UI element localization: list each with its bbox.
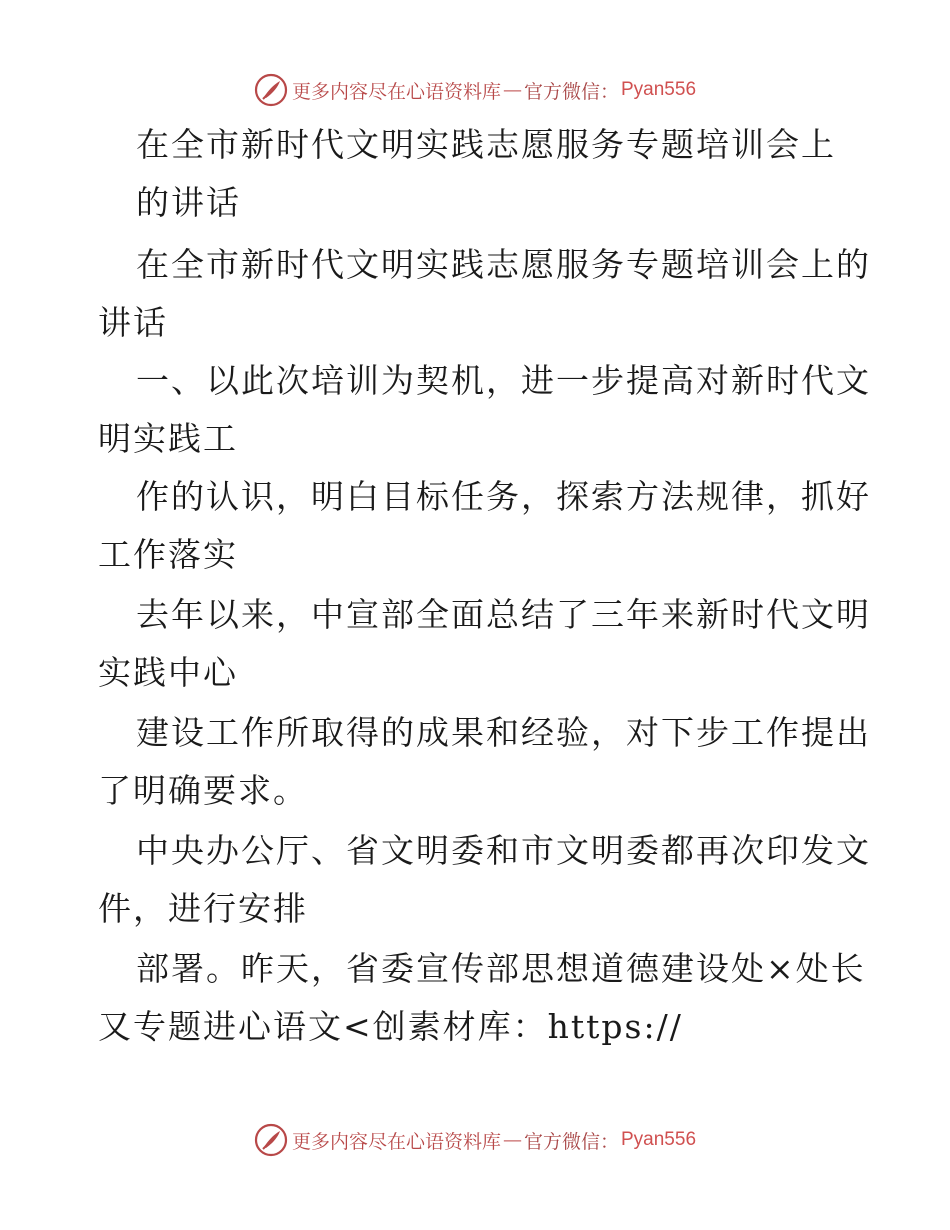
text-line: 建设工作所取得的成果和经验，对下步工作提出 (136, 713, 871, 752)
text-line: 一、以此次培训为契机，进一步提高对新时代文 (136, 361, 871, 400)
footer-banner-text: 更多内容尽在心语资料库 (291, 1130, 501, 1153)
footer-wechat-id: Pyan556 (621, 1129, 697, 1150)
text-line: 了明确要求。 (98, 771, 308, 810)
footer-wechat-label: 官方微信： (523, 1130, 619, 1153)
footer-banner-separator: — (502, 1129, 522, 1151)
header-banner-separator: — (502, 79, 522, 101)
title-line-1: 在全市新时代文明实践志愿服务专题培训会上 (136, 125, 836, 164)
text-line: 又专题进心语文<创素材库：https:// (98, 1007, 683, 1046)
text-line: 中央办公厅、省文明委和市文明委都再次印发文 (136, 831, 871, 870)
text-line: 去年以来，中宣部全面总结了三年来新时代文明 (136, 595, 871, 634)
header-wechat-id: Pyan556 (621, 79, 697, 100)
header-banner-text: 更多内容尽在心语资料库 (291, 80, 501, 103)
footer-banner (0, 1120, 950, 1160)
text-line: 部署。昨天，省委宣传部思想道德建设处×处长 (136, 949, 866, 988)
text-line: 作的认识，明白目标任务，探索方法规律，抓好 (136, 477, 871, 516)
header-wechat-label: 官方微信： (523, 80, 619, 103)
quill-pen-logo-icon (254, 73, 288, 107)
quill-pen-logo-icon (254, 1123, 288, 1157)
text-line: 在全市新时代文明实践志愿服务专题培训会上的 (136, 245, 871, 284)
text-line: 工作落实 (98, 535, 238, 574)
text-line: 实践中心 (98, 653, 238, 692)
text-line: 件，进行安排 (98, 889, 308, 928)
text-line: 明实践工 (98, 419, 238, 458)
title-line-2: 的讲话 (136, 183, 241, 222)
header-banner (0, 70, 950, 110)
text-line: 讲话 (98, 303, 168, 342)
